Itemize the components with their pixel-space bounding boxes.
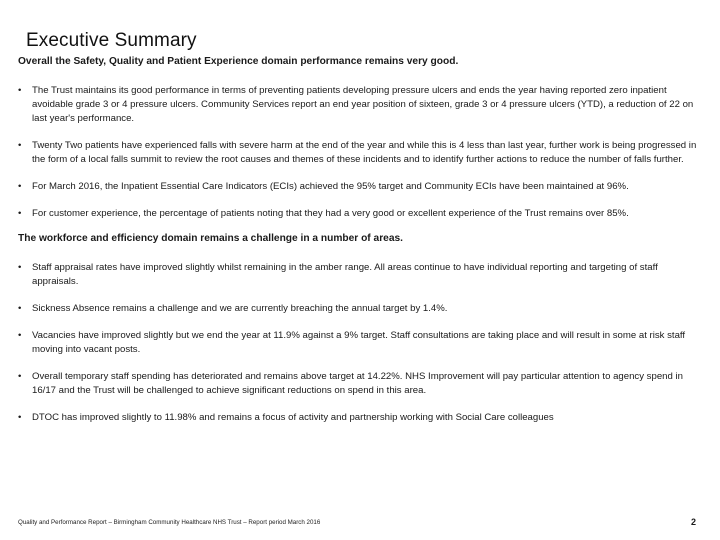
section-heading-safety: Overall the Safety, Quality and Patient Experience domain performance remains very good. (18, 56, 459, 67)
bullet-icon: • (18, 140, 22, 151)
bullet-item (18, 329, 698, 357)
bullet-text: For March 2016, the Inpatient Essential Care Indicators (ECIs) achieved the 95% target and Community ECIs have been maintained at 96%. (32, 181, 629, 192)
bullet-item (18, 180, 698, 194)
bullet-item (18, 411, 698, 425)
bullet-text: Overall temporary staff spending has deteriorated and remains above target at 14.22%. NHS Improvement will pay particular attention to agency spend in 16/17 and the Trust will be challenged to achieve significant reductions on spend in this area. (32, 371, 683, 396)
page-title: Executive Summary (26, 30, 197, 51)
bullet-icon: • (18, 303, 22, 314)
bullet-icon: • (18, 85, 22, 96)
bullet-item (18, 207, 698, 221)
bullet-text: Twenty Two patients have experienced falls with severe harm at the end of the year and while this is 4 less than last year, further work is being progressed in the form of a local falls summit to review the root causes and themes of these incidents and to identify further actions to reduce the number of falls further. (32, 140, 697, 165)
bullet-text: Vacancies have improved slightly but we end the year at 11.9% against a 9% target. Staff consultations are taking place and will result in some at risk staff moving into vacant posts. (32, 330, 686, 355)
bullet-icon: • (18, 330, 22, 341)
bullet-icon: • (18, 208, 22, 219)
bullet-text: Staff appraisal rates have improved slightly whilst remaining in the amber range. All areas continue to have individual reporting and targeting of staff appraisals. (32, 262, 658, 287)
bullet-text: Sickness Absence remains a challenge and we are currently breaching the annual target by 1.4%. (32, 303, 448, 314)
bullet-item (18, 139, 698, 167)
bullet-text: The Trust maintains its good performance in terms of preventing patients developing pressure ulcers and ends the year having reported zero inpatient avoidable grade 3 or 4 pressure ulcers. Community Services report an end year position of sixteen, grade 3 or 4 pressure ulcers (YTD), a reduction of 22 on last year's performance. (32, 85, 694, 124)
bullet-icon: • (18, 412, 22, 423)
bullet-icon: • (18, 262, 22, 273)
bullet-text: DTOC has improved slightly to 11.98% and remains a focus of activity and partnership working with Social Care colleagues (32, 412, 554, 423)
bullet-icon: • (18, 371, 22, 382)
bullet-text: For customer experience, the percentage of patients noting that they had a very good or excellent experience of the Trust remains over 85%. (32, 208, 629, 219)
footer-report-title: Quality and Performance Report – Birmingham Community Healthcare NHS Trust – Report period March 2016 (18, 519, 321, 526)
section-heading-workforce: The workforce and efficiency domain remains a challenge in a number of areas. (18, 233, 403, 244)
bullet-item (18, 302, 698, 316)
bullet-item (18, 84, 698, 126)
page-number: 2 (690, 517, 696, 527)
bullet-icon: • (18, 181, 22, 192)
document-body (18, 55, 698, 425)
bullet-item (18, 370, 698, 398)
bullet-item (18, 261, 698, 289)
